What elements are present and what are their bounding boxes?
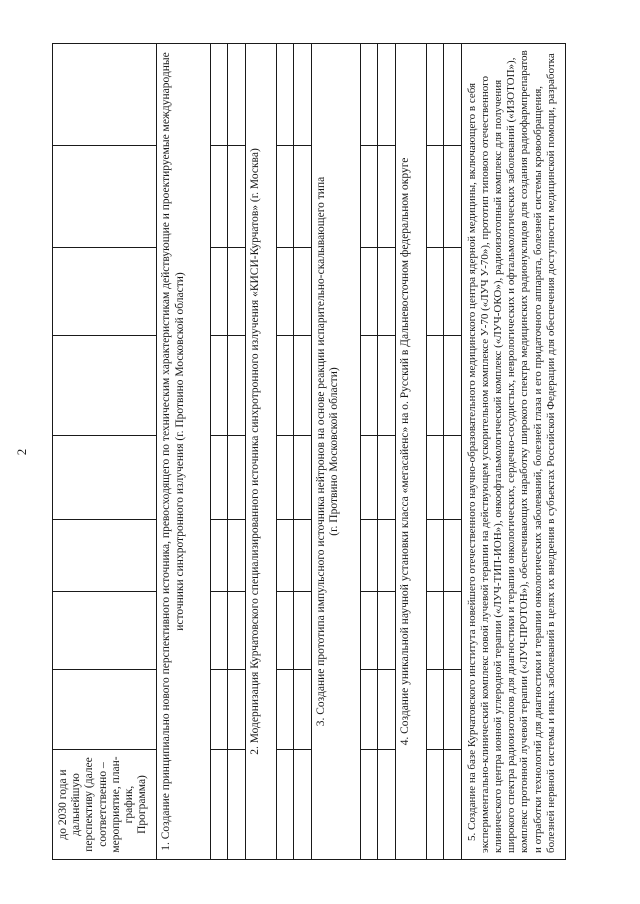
table-cell <box>276 592 293 670</box>
table-cell <box>210 592 227 670</box>
table-cell <box>276 146 293 248</box>
table-cell <box>276 670 293 750</box>
header-cell <box>53 146 157 248</box>
table-cell <box>276 44 293 146</box>
table-cell <box>228 670 245 750</box>
table-cell <box>426 750 443 860</box>
table-cell <box>228 520 245 592</box>
table-cell <box>210 146 227 248</box>
section-title-2: 2. Модернизация Курчатовского специализированного источника синхротронного излучения «КИСИ-Курчатов» (г. Москва) <box>245 44 276 860</box>
table-cell <box>276 750 293 860</box>
table-cell <box>228 750 245 860</box>
table-row <box>378 44 395 860</box>
table-cell <box>276 336 293 436</box>
table-header-row <box>53 44 157 860</box>
table-cell <box>426 436 443 520</box>
section-row-2 <box>245 44 276 860</box>
table-row <box>228 44 245 860</box>
table-cell <box>210 44 227 146</box>
table-cell <box>444 750 461 860</box>
table-row <box>426 44 443 860</box>
table-cell <box>378 670 395 750</box>
table-cell <box>378 146 395 248</box>
table-cell <box>294 436 311 520</box>
table-cell <box>378 436 395 520</box>
header-cell <box>53 44 157 146</box>
section-title-1 <box>157 44 210 860</box>
section-title-3-line2: (г. Протвино Московской области) <box>328 367 341 536</box>
table-cell <box>444 44 461 146</box>
table-cell <box>294 592 311 670</box>
table-cell <box>276 520 293 592</box>
table-cell <box>444 336 461 436</box>
table-cell <box>378 336 395 436</box>
header-cell-program-period: до 2030 года и дальнейшую перспективу (далее соответственно – мероприятие, план-график, Программа) <box>53 750 157 860</box>
table-cell <box>360 146 377 248</box>
table-cell <box>294 44 311 146</box>
table-row <box>294 44 311 860</box>
table-cell <box>228 592 245 670</box>
table-cell <box>210 520 227 592</box>
table-cell <box>294 520 311 592</box>
table-cell <box>360 592 377 670</box>
table-cell <box>378 44 395 146</box>
table-cell <box>360 436 377 520</box>
table-cell <box>378 750 395 860</box>
header-cell <box>53 670 157 750</box>
table-cell <box>294 670 311 750</box>
table-cell <box>378 520 395 592</box>
section-title-1-line2: источники синхротронного излучения (г. Протвино Московской области) <box>174 272 187 631</box>
table-cell <box>378 248 395 336</box>
page-number: 2 <box>14 448 29 456</box>
table-cell <box>426 336 443 436</box>
table-cell <box>294 248 311 336</box>
section-row-3 <box>311 44 360 860</box>
table-cell <box>426 520 443 592</box>
table-cell <box>228 436 245 520</box>
header-cell <box>53 520 157 592</box>
table-cell <box>444 248 461 336</box>
table-cell <box>426 146 443 248</box>
table-cell <box>360 44 377 146</box>
table-row <box>444 44 461 860</box>
table-cell <box>294 336 311 436</box>
section-row-1 <box>157 44 210 860</box>
table-cell <box>210 750 227 860</box>
table-cell <box>210 248 227 336</box>
header-cell <box>53 436 157 520</box>
header-cell <box>53 336 157 436</box>
section-title-3 <box>311 44 360 860</box>
table-cell <box>360 336 377 436</box>
table-cell <box>228 248 245 336</box>
table-row <box>360 44 377 860</box>
table-cell <box>426 670 443 750</box>
table-cell <box>360 670 377 750</box>
table-cell <box>426 592 443 670</box>
table-row <box>276 44 293 860</box>
table-cell <box>210 670 227 750</box>
section-title-4: 4. Создание уникальной научной установки класса «мегасайенс» на о. Русский в Дальневосточном федеральном округе <box>395 44 426 860</box>
table-cell <box>444 520 461 592</box>
section-title-1-line1: 1. Создание принципиально нового перспективного источника, превосходящего по техническим характеристикам действующие и проектируемые международные <box>160 52 173 851</box>
header-cell <box>53 248 157 336</box>
table-cell <box>276 248 293 336</box>
table-cell <box>426 248 443 336</box>
table-cell <box>228 146 245 248</box>
table-cell <box>210 436 227 520</box>
table-cell <box>228 44 245 146</box>
table-row <box>210 44 227 860</box>
header-cell <box>53 592 157 670</box>
table-cell <box>360 520 377 592</box>
section-title-5: 5. Создание на базе Курчатовского института новейшего отечественного научно-образовательного медицинского центра ядерной медицины, включающего в себя экспериментально-клинический комплекс новой лучевой терапии на действующем ускорительном комплексе У-70 («ЛУЧ У-70»), прототип типового отечественного клинического центра ионной углеродной терапии («ЛУЧ-ТИП-ИОН»), онкоофтальмологический комплекс («ЛУЧ-ОКО»), радиоизотопный комплекс для получения широкого спектра радиоизотопов для диагностики и терапии онкологических, сердечно-сосудистых, неврологических и офтальмологических заболеваний («ИЗОТОП»), комплекс протонной лучевой терапии («ЛУЧ-ПРОТОН»), обеспечивающих наработку широкого спектра медицинских радионуклидов для создания радиофармпрепаратов и отработки технологий для диагностики и терапии онкологических заболеваний, болезней глаза и его придаточного аппарата, болезней системы кровообращения, болезней нервной системы и иных заболеваний в целях их внедрения в субъектах Российской Федерации для обеспечения доступности медицинской помощи, разработка <box>461 44 565 860</box>
section-row-4 <box>395 44 426 860</box>
table-cell <box>360 750 377 860</box>
section-row-5 <box>461 44 565 860</box>
table-cell <box>426 44 443 146</box>
table-cell <box>444 146 461 248</box>
table-cell <box>444 436 461 520</box>
table-cell <box>228 336 245 436</box>
table-cell <box>294 750 311 860</box>
section-title-3-line1: 3. Создание прототипа импульсного источника нейтронов на основе реакции испарительно-скалывающего типа <box>314 176 327 727</box>
table-cell <box>444 670 461 750</box>
table-cell <box>444 592 461 670</box>
table-cell <box>378 592 395 670</box>
table-cell <box>360 248 377 336</box>
plan-schedule-table <box>52 43 566 860</box>
table-cell <box>210 336 227 436</box>
table-cell <box>276 436 293 520</box>
table-cell <box>294 146 311 248</box>
plan-schedule-table-wrapper <box>52 44 566 860</box>
